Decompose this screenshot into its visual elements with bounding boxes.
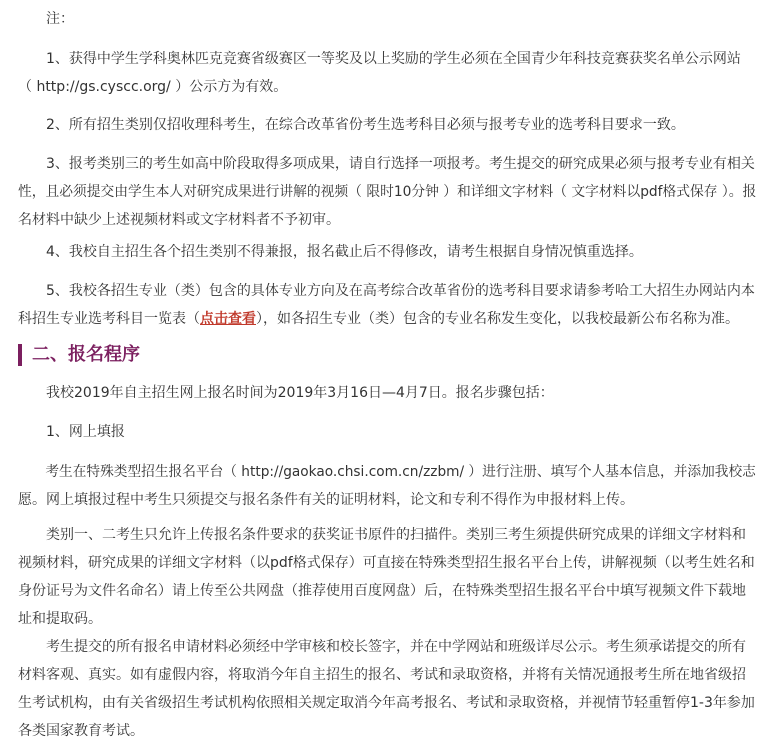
section-heading: [18, 341, 140, 369]
view-list-link[interactable]: 点击查看: [200, 311, 256, 327]
note-item-3: [18, 150, 756, 234]
note-5-line-2-post: ），如各招生专业（类）包含的专业名称发生变化，以我校最新公布名称为准。: [256, 311, 739, 327]
paragraph-3-line-1: 考生提交的所有报名申请材料必须经中学审核和校长签字，并在中学网站和班级详尽公示。考生须承诺提交的所有: [46, 639, 746, 655]
paragraph-2-line-4: 址和提取码。: [18, 611, 102, 627]
paragraph-2: [18, 521, 756, 633]
note-2-text: 2、所有招生类别仅招收理科考生，在综合改革省份考生选考科目必须与报考专业的选考科目要求一致。: [46, 117, 685, 133]
note-3-line-1: 3、报考类别三的考生如高中阶段取得多项成果，请自行选择一项报考。考生提交的研究成果必须与报考专业有相关: [46, 156, 755, 172]
section-title: 二、报名程序: [32, 344, 140, 365]
paragraph-2-line-1: 类别一、二考生只允许上传报名条件要求的获奖证书原件的扫描件。类别三考生须提供研究成果的详细文字材料和: [46, 527, 746, 543]
paragraph-3-line-4: 各类国家教育考试。: [18, 723, 144, 739]
note-4-text: 4、我校自主招生各个招生类别不得兼报，报名截止后不得修改，请考生根据自身情况慎重选择。: [46, 244, 643, 260]
step-1-title: 1、网上填报: [46, 424, 125, 440]
note-1-line-1: 1、获得中学生学科奥林匹克竞赛省级赛区一等奖及以上奖励的学生必须在全国青少年科技竞赛获奖名单公示网站: [46, 51, 741, 67]
note-5-line-2-pre: 科招生专业选考科目一览表（: [18, 311, 200, 327]
section-intro-text: 我校2019年自主招生网上报名时间为2019年3月16日—4月7日。报名步骤包括：: [46, 385, 554, 401]
section-accent-bar: [18, 344, 22, 366]
paragraph-3-line-2: 材料客观、真实。如有虚假内容，将取消今年自主招生的报名、考试和录取资格，并将有关情况通报考生所在地省级招: [18, 667, 746, 683]
note-item-2: [18, 111, 756, 139]
note-item-1: [18, 45, 756, 101]
notes-heading: 注：: [46, 11, 74, 27]
section-intro: [18, 379, 756, 407]
paragraph-3-line-3: 生考试机构，由有关省级招生考试机构依照相关规定取消今年高考报名、考试和录取资格，并视情节轻重暂停1-3年参加: [18, 695, 755, 711]
step-1-heading: [18, 418, 756, 446]
note-1-line-2: （ http://gs.cyscc.org/ ）公示方为有效。: [18, 79, 288, 95]
paragraph-1-line-2: 愿。网上填报过程中考生只须提交与报名条件有关的证明材料，论文和专利不得作为申报材料上传。: [18, 492, 634, 508]
note-item-5: [18, 277, 756, 333]
note-5-line-1: 5、我校各招生专业（类）包含的具体专业方向及在高考综合改革省份的选考科目要求请参考哈工大招生办网站内本: [46, 283, 755, 299]
paragraph-2-line-2: 视频材料，研究成果的详细文字材料（以pdf格式保存）可直接在特殊类型招生报名平台上传，讲解视频（以考生姓名和: [18, 555, 755, 571]
note-3-line-3: 名材料中缺少上述视频材料或文字材料者不予初审。: [18, 212, 340, 228]
paragraph-1-line-1: 考生在特殊类型招生报名平台（ http://gaokao.chsi.com.cn/zzbm/ ）进行注册、填写个人基本信息，并添加我校志: [45, 464, 756, 480]
note-5-line-2: [18, 305, 756, 333]
paragraph-1: [18, 458, 756, 514]
note-3-line-2: 性，且必须提交由学生本人对研究成果进行讲解的视频（ 限时10分钟 ）和详细文字材料（ 文字材料以pdf格式保存 ）。报: [18, 184, 757, 200]
note-item-4: [18, 238, 756, 266]
notes-block: [18, 5, 756, 33]
paragraph-2-line-3: 身份证号为文件名命名）请上传至公共网盘（推荐使用百度网盘）后，在特殊类型招生报名平台中填写视频文件下载地: [18, 583, 746, 599]
paragraph-3: [18, 633, 756, 745]
